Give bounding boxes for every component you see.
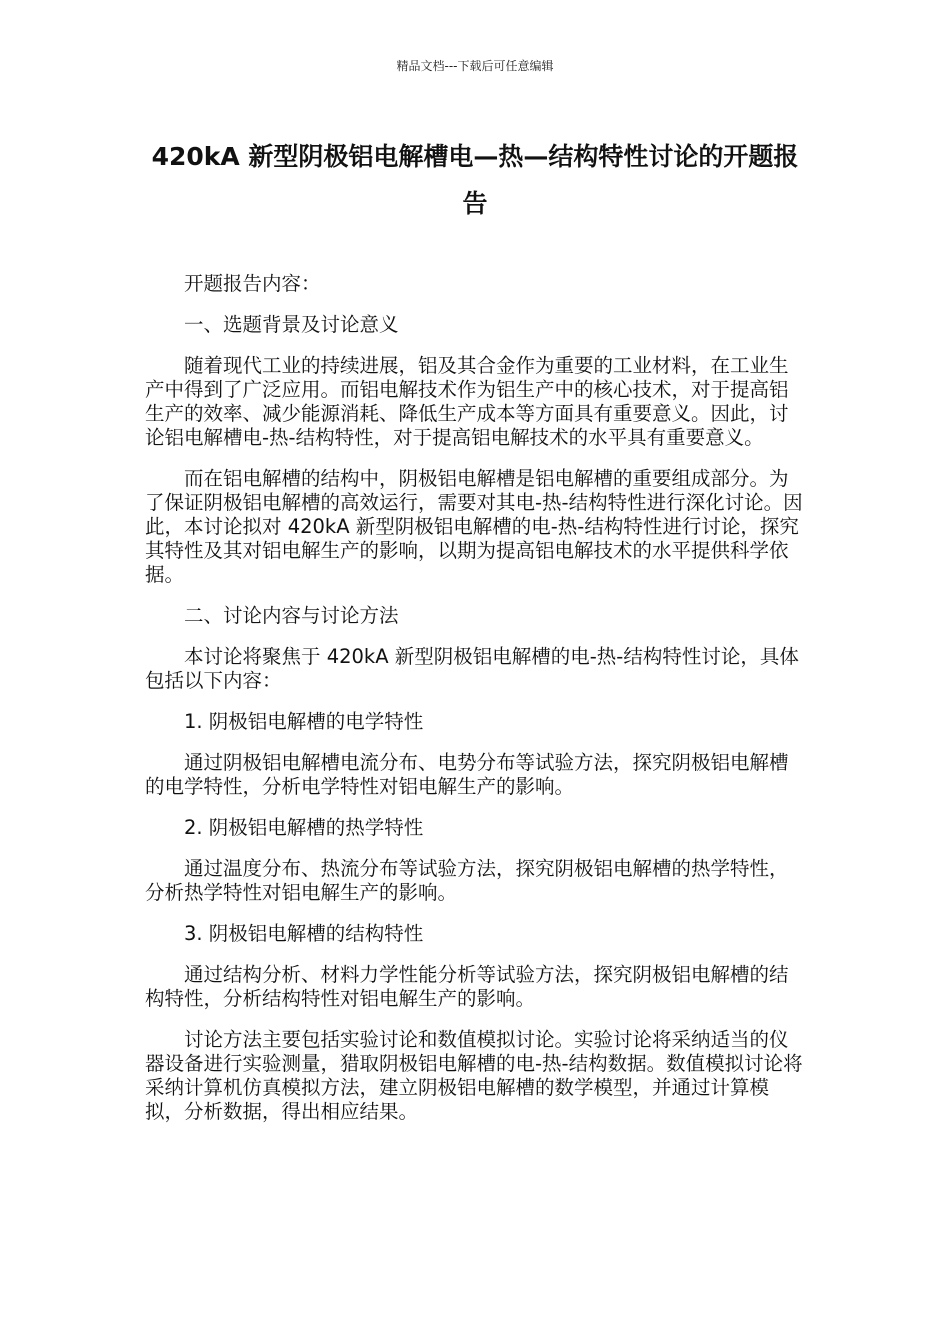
- subheading-electrical: 1. 阴极铝电解槽的电学特性: [184, 710, 424, 733]
- section-heading-background: 一、选题背景及讨论意义: [184, 313, 399, 336]
- subheading-structural: 3. 阴极铝电解槽的结构特性: [184, 922, 424, 945]
- paragraph-electrical: 通过阴极铝电解槽电流分布、电势分布等试验方法，探究阴极铝电解槽的电学特性，分析电学特性对铝电解生产的影响。: [145, 751, 789, 798]
- paragraph-background: 随着现代工业的持续进展，铝及其合金作为重要的工业材料，在工业生产中得到了广泛应用。而铝电解技术作为铝生产中的核心技术，对于提高铝生产的效率、减少能源消耗、降低生产成本等方面具有重要意义。因此，讨论铝电解槽电-热-结构特性，对于提高铝电解技术的水平具有重要意义。: [145, 354, 789, 449]
- document-body: [145, 272, 805, 1141]
- page-header: 精品文档---下载后可任意编辑: [396, 59, 554, 73]
- section-heading-methods: 二、讨论内容与讨论方法: [184, 604, 399, 627]
- document-title: 420kA 新型阴极铝电解槽电—热—结构特性讨论的开题报告: [151, 142, 799, 218]
- paragraph-structural: 通过结构分析、材料力学性能分析等试验方法，探究阴极铝电解槽的结构特性，分析结构特性对铝电解生产的影响。: [145, 963, 789, 1010]
- paragraph-research-focus: 本讨论将聚焦于 420kA 新型阴极铝电解槽的电-热-结构特性讨论，具体包括以下内容：: [145, 645, 799, 692]
- paragraph-methods: 讨论方法主要包括实验讨论和数值模拟讨论。实验讨论将采纳适当的仪器设备进行实验测量，猎取阴极铝电解槽的电-热-结构数据。数值模拟讨论将采纳计算机仿真模拟方法，建立阴极铝电解槽的数学模型，并通过计算模拟，分析数据，得出相应结果。: [145, 1028, 803, 1123]
- paragraph-thermal: 通过温度分布、热流分布等试验方法，探究阴极铝电解槽的热学特性，分析热学特性对铝电解生产的影响。: [145, 857, 789, 904]
- subheading-thermal: 2. 阴极铝电解槽的热学特性: [184, 816, 424, 839]
- report-content-label: 开题报告内容：: [184, 272, 321, 295]
- paragraph-cathode-structure: 而在铝电解槽的结构中，阴极铝电解槽是铝电解槽的重要组成部分。为了保证阴极铝电解槽的高效运行，需要对其电-热-结构特性进行深化讨论。因此，本讨论拟对 420kA 新型阴极铝电解槽的电-热-结构特性进行讨论，探究其特性及其对铝电解生产的影响，以期为提高铝电解技术的水平提供科学依据。: [145, 467, 803, 586]
